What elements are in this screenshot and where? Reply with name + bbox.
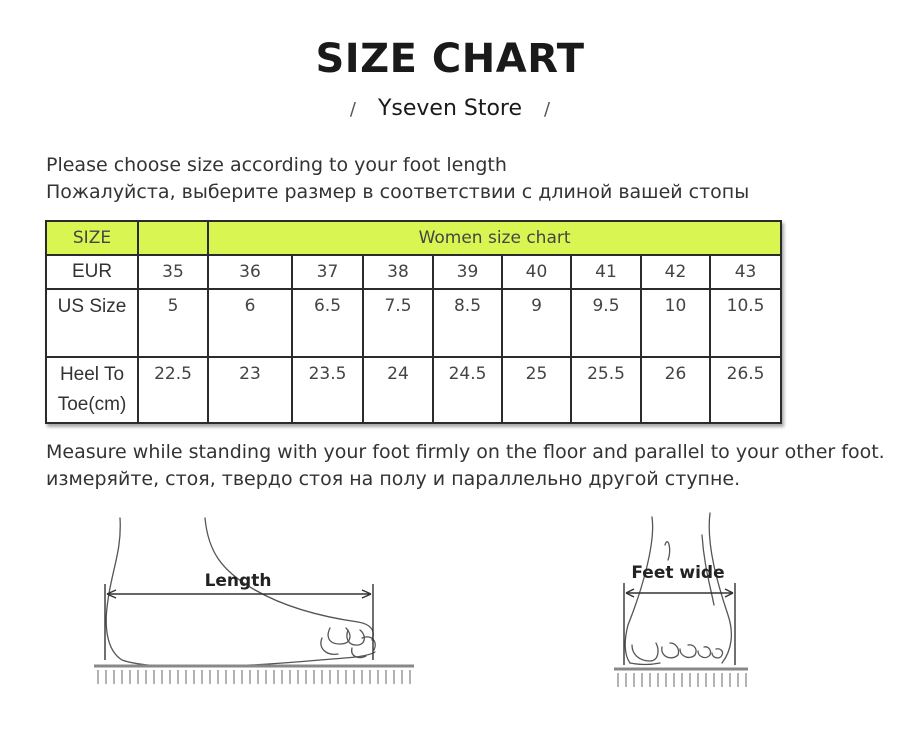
table-cell: 42: [641, 255, 710, 289]
side-foot-outline: [106, 518, 375, 667]
table-cell: 22.5: [138, 357, 208, 423]
table-cell: 23: [208, 357, 292, 423]
table-cell: 24.5: [433, 357, 502, 423]
row-label-eur: EUR: [46, 255, 138, 289]
table-cell: 43: [710, 255, 781, 289]
length-label: Length: [204, 571, 272, 591]
table-cell: 24: [363, 357, 433, 423]
table-cell: 37: [292, 255, 363, 289]
table-cell: 6: [208, 289, 292, 357]
feet-wide-label: Feet wide: [631, 563, 725, 583]
women-size-chart-header: Women size chart: [208, 221, 781, 255]
table-cell: 25: [502, 357, 571, 423]
intro-russian: Пожалуйста, выберите размер в соответствии с длиной вашей стопы: [46, 181, 750, 203]
left-slash: /: [349, 99, 356, 120]
store-subtitle: [0, 96, 900, 121]
length-arrow: [105, 584, 373, 660]
table-cell: 25.5: [571, 357, 641, 423]
size-table: [45, 220, 782, 424]
table-cell: 9: [502, 289, 571, 357]
row-label-us-size: US Size: [46, 289, 138, 357]
table-cell: 35: [138, 255, 208, 289]
blank-header-cell: [138, 221, 208, 255]
width-arrow: [624, 583, 735, 665]
page-title: SIZE CHART: [315, 36, 585, 82]
table-cell: 41: [571, 255, 641, 289]
table-cell: 9.5: [571, 289, 641, 357]
foot-width-diagram: [610, 505, 755, 690]
floor-ruler: [94, 666, 414, 684]
measure-russian: измеряйте, стоя, твердо стоя на полу и параллельно другой ступне.: [46, 468, 741, 490]
table-cell: 39: [433, 255, 502, 289]
table-cell: 26: [641, 357, 710, 423]
row-label-heel-to-toe: Heel To Toe(cm): [46, 357, 138, 423]
table-cell: 7.5: [363, 289, 433, 357]
table-header-row: [46, 221, 781, 255]
table-cell: 23.5: [292, 357, 363, 423]
front-foot-outline: [625, 513, 731, 665]
table-row: [46, 255, 781, 289]
table-cell: 36: [208, 255, 292, 289]
table-cell: 6.5: [292, 289, 363, 357]
intro-english: Please choose size according to your foot length: [46, 154, 507, 176]
table-cell: 5: [138, 289, 208, 357]
table-row: [46, 289, 781, 357]
right-slash: /: [544, 99, 551, 120]
table-cell: 38: [363, 255, 433, 289]
store-name: Yseven Store: [377, 96, 523, 121]
table-cell: 10.5: [710, 289, 781, 357]
floor-ruler: [614, 669, 748, 687]
table-cell: 40: [502, 255, 571, 289]
table-row: [46, 357, 781, 423]
table-cell: 8.5: [433, 289, 502, 357]
table-cell: 10: [641, 289, 710, 357]
size-corner-cell: SIZE: [46, 221, 138, 255]
foot-length-diagram: [90, 510, 420, 690]
measure-english: Measure while standing with your foot firmly on the floor and parallel to your other foot.: [46, 441, 885, 463]
table-cell: 26.5: [710, 357, 781, 423]
